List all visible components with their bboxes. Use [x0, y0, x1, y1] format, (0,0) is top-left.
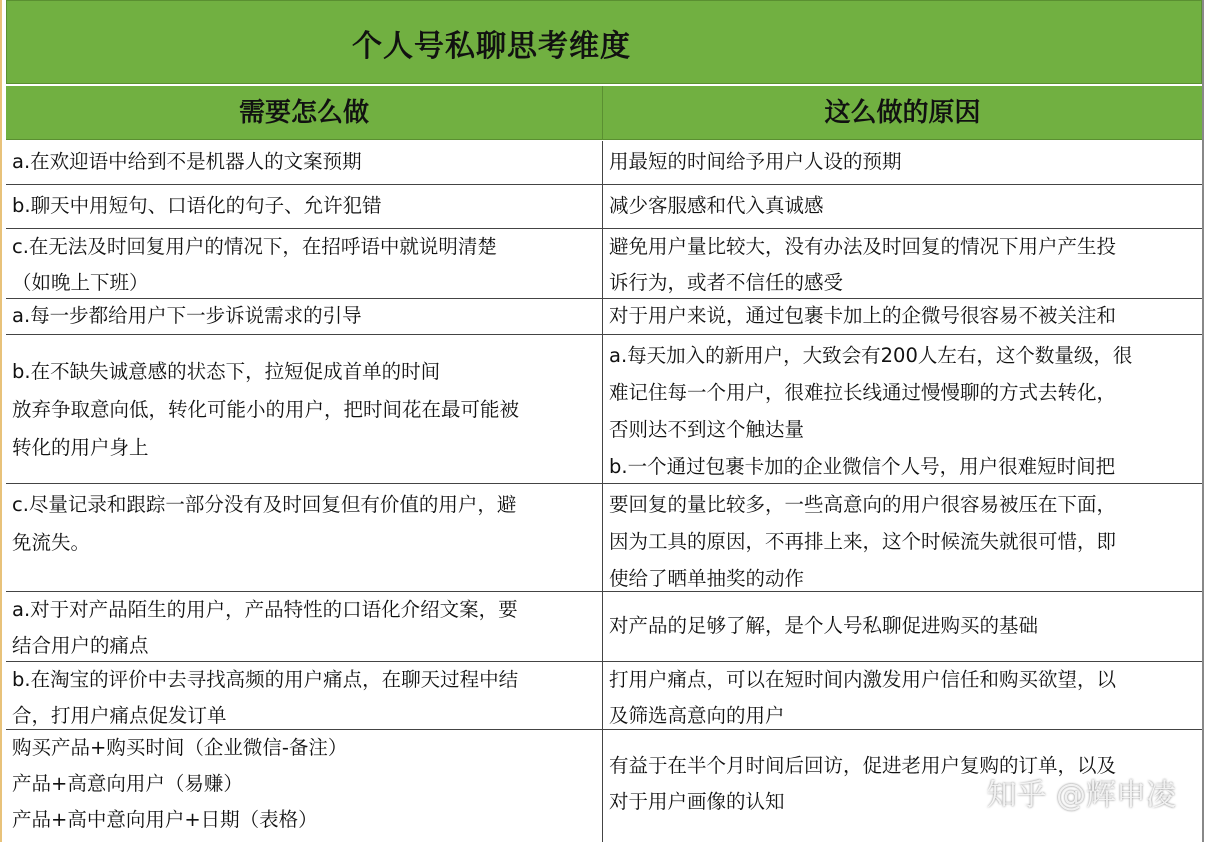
cell-reason: 打用户痛点，可以在短时间内激发用户信任和购买欲望，以 及筛选高意向的用户 [609, 668, 1117, 727]
table-row [6, 662, 1202, 730]
cell-reason: a.每天加入的新用户，大致会有200人左右，这个数量级，很 难记住每一个用户，很难拉长线通过慢慢聊的方式去转化， 否则达不到这个触达量 b.一个通过包裹卡加的企业微信个人号，用户很难短时间把 [609, 344, 1133, 478]
cell-action: a.每一步都给用户下一步诉说需求的引导 [6, 299, 603, 334]
table-row [6, 141, 1202, 185]
right-border [1202, 0, 1204, 842]
cell-action: b.在淘宝的评价中去寻找高频的用户痛点，在聊天过程中结 合，打用户痛点促发订单 [6, 662, 603, 729]
cell-reason: 要回复的量比较多，一些高意向的用户很容易被压在下面， 因为工具的原因，不再排上来，这个时候流失就很可惜，即 使给了晒单抽奖的动作 [609, 493, 1117, 590]
cell-action: a.在欢迎语中给到不是机器人的文案预期 [6, 141, 603, 184]
table-row [6, 299, 1202, 335]
cell-reason: 用最短的时间给予用户人设的预期 [609, 150, 902, 173]
cell-reason: 对于用户来说，通过包裹卡加上的企微号很容易不被关注和 [609, 304, 1117, 327]
table-row [6, 484, 1202, 592]
cell-action: b.在不缺失诚意感的状态下，拉短促成首单的时间 放弃争取意向低，转化可能小的用户，把时间花在最可能被 转化的用户身上 [6, 335, 603, 483]
cell-action: 购买产品+购买时间（企业微信-备注） 产品+高意向用户（易赚） 产品+高中意向用户+日期（表格） [6, 730, 603, 842]
cell-action: c.尽量记录和跟踪一部分没有及时回复但有价值的用户，避 免流失。 [6, 484, 603, 591]
cell-action: a.对于对产品陌生的用户，产品特性的口语化介绍文案，要 结合用户的痛点 [6, 592, 603, 661]
cell-reason: 对产品的足够了解，是个人号私聊促进购买的基础 [609, 614, 1039, 637]
cell-action: b.聊天中用短句、口语化的句子、允许犯错 [6, 185, 603, 228]
header-row [6, 86, 1202, 140]
table-row [6, 185, 1202, 229]
table-row [6, 229, 1202, 299]
cell-reason: 有益于在半个月时间后回访，促进老用户复购的订单，以及 对于用户画像的认知 [609, 754, 1117, 813]
cell-action: c.在无法及时回复用户的情况下，在招呼语中就说明清楚 （如晚上下班） [6, 229, 603, 298]
table-row [6, 592, 1202, 662]
table-row [6, 335, 1202, 484]
header-what-to-do: 需要怎么做 [6, 86, 603, 140]
wechat-icon [940, 776, 980, 808]
watermark [940, 770, 1176, 814]
title-bar [6, 0, 1202, 84]
watermark-text: 知乎 @辉申凌 [986, 778, 1176, 813]
cell-reason: 避免用户量比较大，没有办法及时回复的情况下用户产生投 诉行为，或者不信任的感受 [609, 235, 1117, 294]
table-title: 个人号私聊思考维度 [352, 29, 631, 64]
cell-reason: 减少客服感和代入真诚感 [609, 194, 824, 217]
header-reason: 这么做的原因 [824, 98, 981, 128]
